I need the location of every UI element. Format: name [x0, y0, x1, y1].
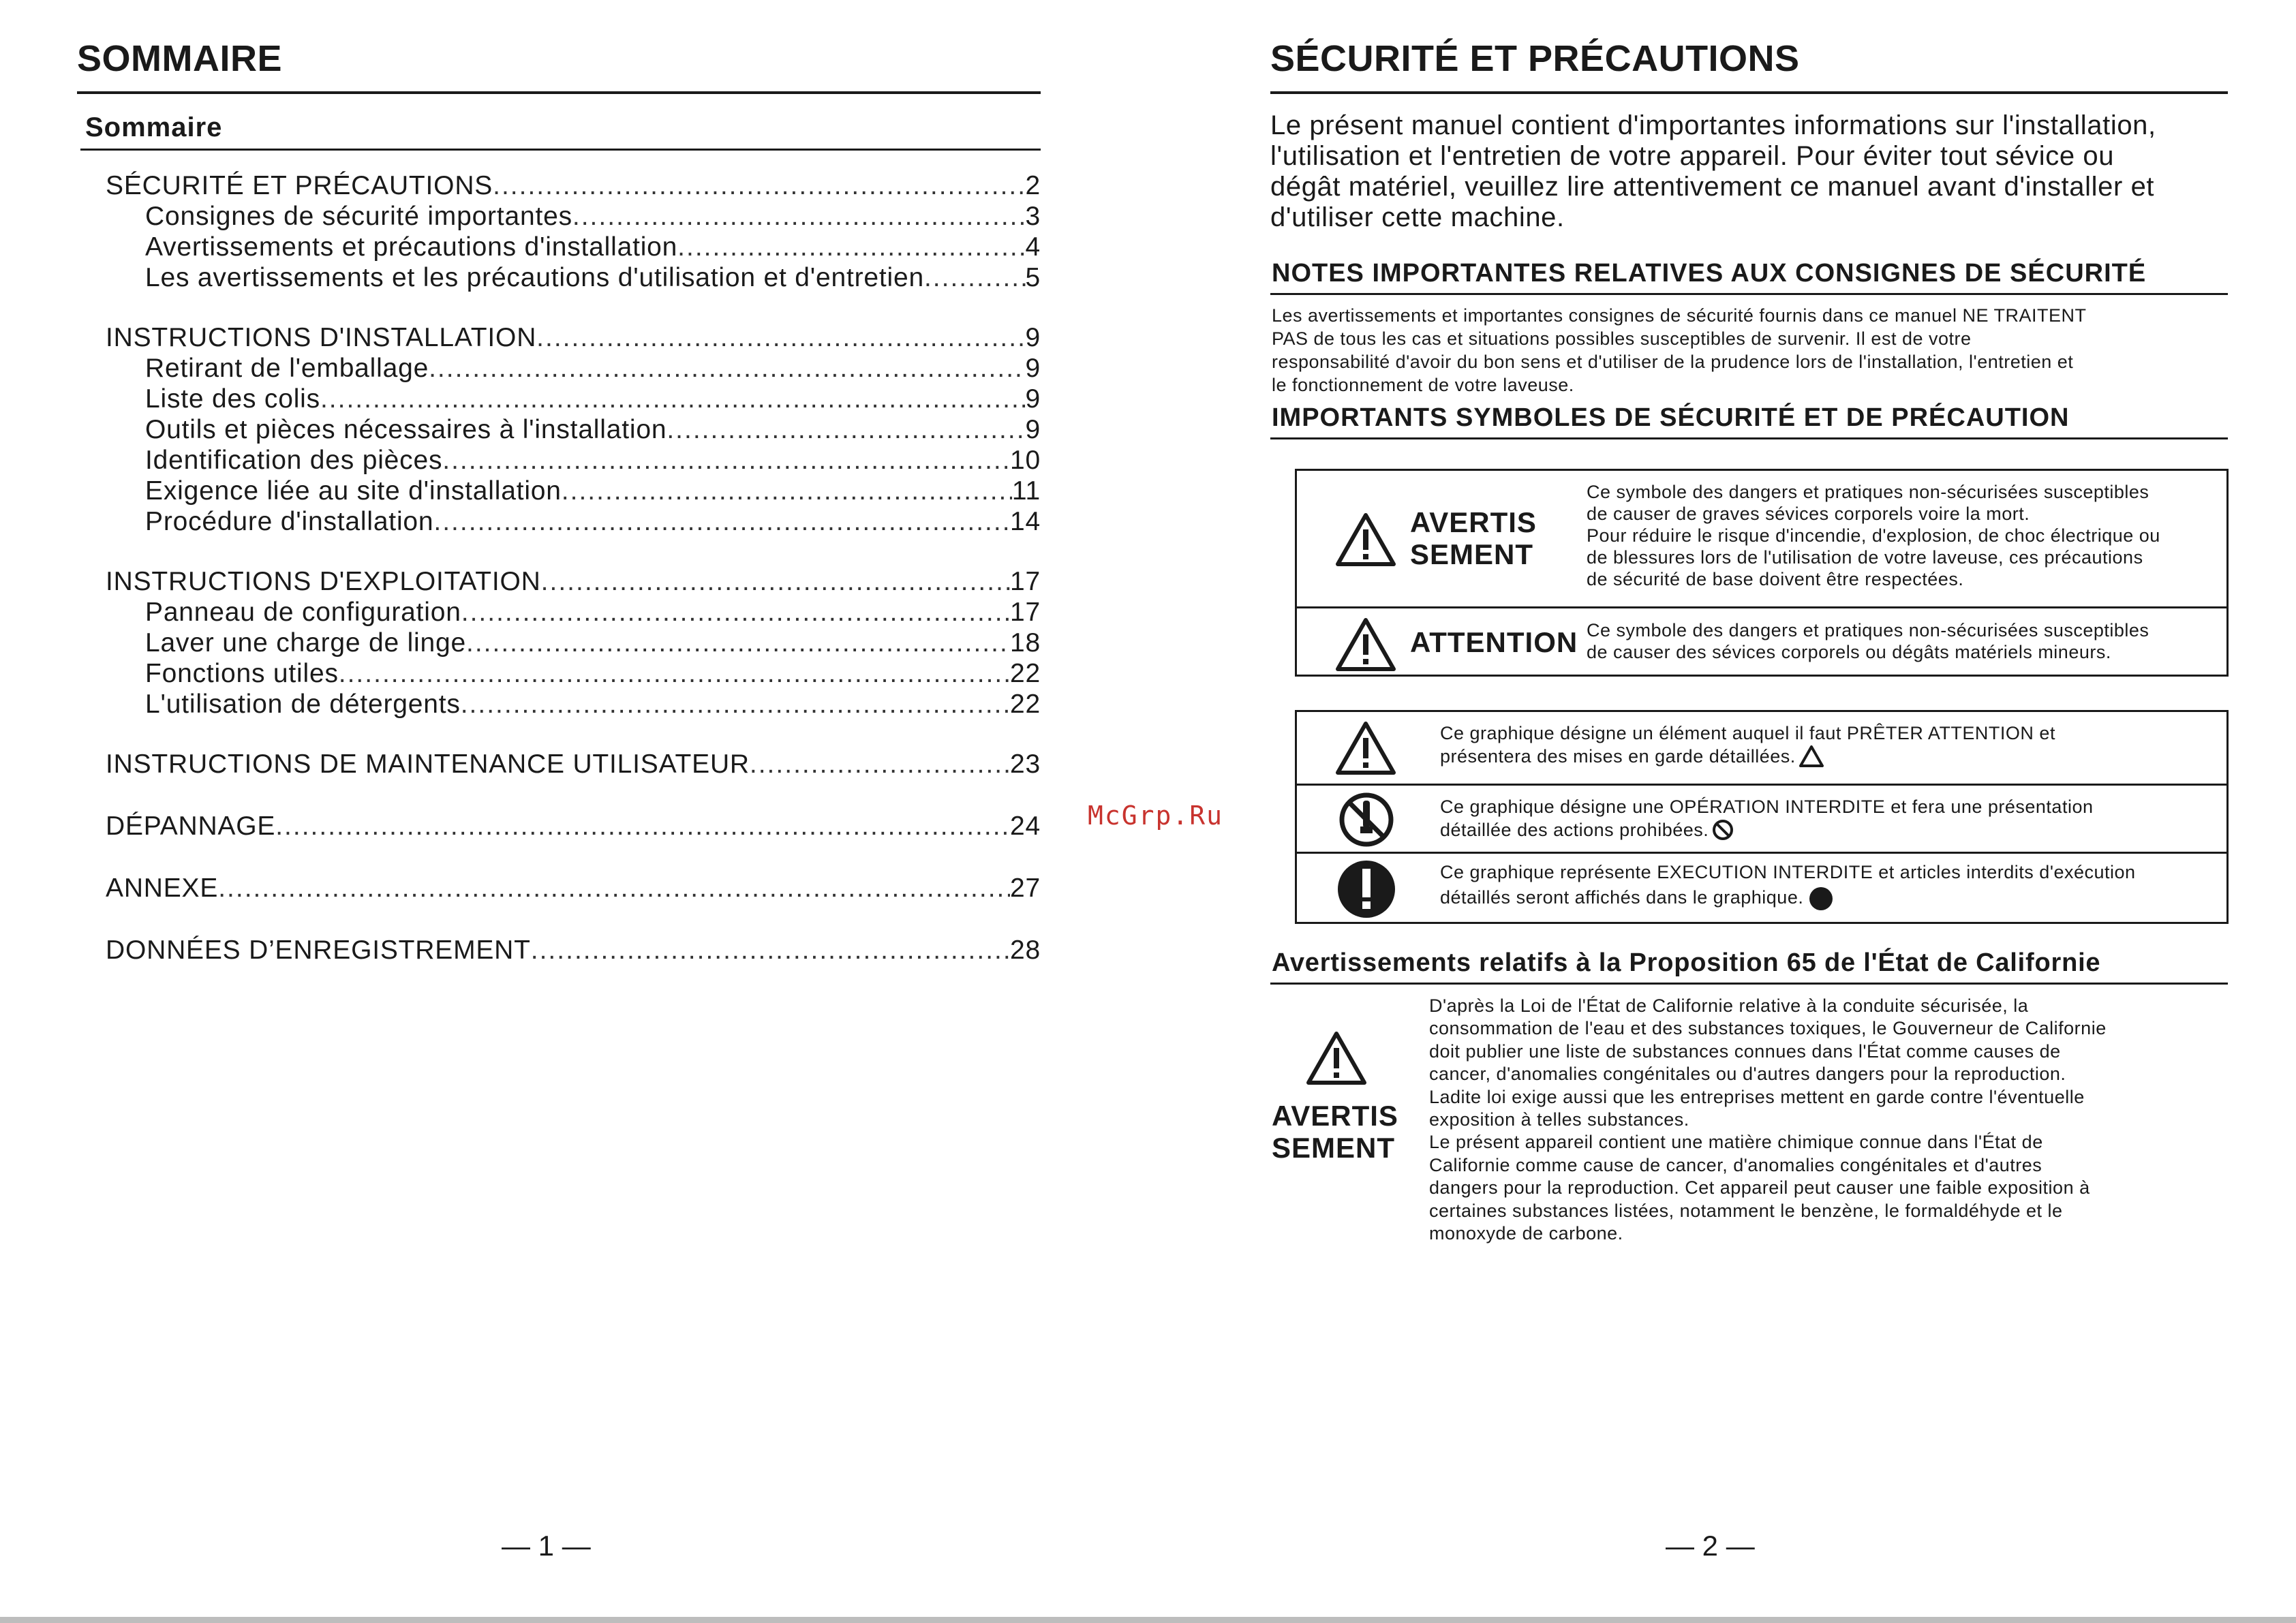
toc-label: Outils et pièces nécessaires à l'installation — [145, 415, 667, 444]
signal-description — [1587, 619, 2149, 663]
graphic-description — [1440, 722, 2055, 768]
notes-line: le fonctionnement de votre laveuse. — [1272, 375, 1574, 395]
notes-heading: NOTES IMPORTANTES RELATIVES AUX CONSIGNES DE SÉCURITÉ — [1272, 259, 2147, 288]
toc-entry[interactable] — [106, 414, 1041, 445]
toc-leader — [466, 628, 1010, 658]
toc-leader — [667, 415, 1025, 445]
signal-line: de blessures lors de l'utilisation de votre laveuse, ces précautions — [1587, 547, 2143, 568]
page-title: SÉCURITÉ ET PRÉCAUTIONS — [1270, 38, 1800, 79]
prop65-line: doit publier une liste de substances connues dans l'État comme causes de — [1429, 1040, 2061, 1062]
title-rule — [77, 91, 1041, 94]
section-rule — [80, 149, 1041, 151]
signal-line: de causer des sévices corporels ou dégâts matériels mineurs. — [1587, 642, 2111, 662]
toc-entry[interactable] — [106, 628, 1041, 658]
graphic-line: Ce graphique désigne une OPÉRATION INTERDITE et fera une présentation — [1440, 797, 2094, 817]
toc-page: 9 — [1025, 323, 1041, 352]
graphic-description — [1440, 861, 2136, 911]
prop65-line: dangers pour la reproduction. Cet appareil peut causer une faible exposition à — [1429, 1177, 2090, 1199]
toc-entry[interactable] — [106, 749, 1041, 779]
toc-page: 2 — [1025, 171, 1041, 200]
toc-entry[interactable] — [106, 232, 1041, 262]
prop65-line: Le présent appareil contient une matière chimique connue dans l'État de — [1429, 1132, 2043, 1153]
toc-leader — [572, 202, 1026, 232]
toc-leader — [562, 476, 1012, 506]
toc-page: 9 — [1025, 415, 1041, 444]
prop65-text — [1429, 995, 2107, 1245]
symbols-rule — [1270, 437, 2228, 439]
toc-leader — [493, 171, 1025, 201]
prohibited-icon — [1338, 791, 1395, 848]
toc-label: Liste des colis — [145, 384, 320, 414]
signal-line: Ce symbole des dangers et pratiques non-sécurisées susceptibles — [1587, 482, 2149, 502]
toc-page: 5 — [1025, 263, 1041, 292]
graphic-line: détaillés seront affichés dans le graphique. — [1440, 887, 1804, 908]
signal-line: de sécurité de base doivent être respectées. — [1587, 569, 1964, 589]
signal-word-line: AVERTIS — [1410, 506, 1537, 538]
toc-leader — [429, 354, 1025, 384]
page-number: — 1 — — [502, 1530, 591, 1562]
toc-label: Identification des pièces — [145, 446, 443, 475]
toc-leader — [461, 598, 1010, 628]
toc-entry[interactable] — [106, 201, 1041, 232]
toc-page: 11 — [1011, 476, 1041, 506]
prop65-heading: Avertissements relatifs à la Proposition 65 de l'État de Californie — [1272, 948, 2101, 977]
graphic-line: détaillée des actions prohibées. — [1440, 820, 1709, 840]
graphic-description — [1440, 795, 2093, 841]
warning-triangle-icon — [1335, 720, 1396, 776]
toc-label: Avertissements et précautions d'installation — [145, 232, 678, 262]
prop65-line: monoxyde de carbone. — [1429, 1223, 1623, 1244]
toc-entry[interactable] — [106, 566, 1041, 597]
signal-word-avertissement — [1410, 506, 1537, 570]
warning-triangle-icon — [1335, 512, 1396, 568]
toc-label: Panneau de configuration — [145, 598, 461, 627]
prop65-line: Ladite loi exige aussi que les entreprises mettent en garde contre l'éventuelle — [1429, 1086, 2085, 1107]
warning-triangle-icon — [1306, 1030, 1367, 1086]
signal-word-line: SEMENT — [1410, 538, 1534, 570]
toc-leader — [531, 936, 1010, 965]
page-number: — 2 — — [1666, 1530, 1755, 1562]
toc-label: Procédure d'installation — [145, 507, 434, 536]
notes-line: responsabilité d'avoir du bon sens et d'utiliser de la prudence lors de l'installation, l'entretien et — [1272, 352, 2074, 372]
toc-label: Retirant de l'emballage — [145, 354, 429, 383]
toc-entry[interactable] — [106, 384, 1041, 414]
toc-label: Laver une charge de linge — [145, 628, 466, 658]
toc-entry[interactable] — [106, 262, 1041, 293]
toc-entry[interactable] — [106, 597, 1041, 628]
toc-entry[interactable] — [106, 476, 1041, 506]
toc-label: INSTRUCTIONS D'EXPLOITATION — [106, 567, 541, 596]
toc-label: Fonctions utiles — [145, 659, 339, 688]
signal-line: de causer de graves sévices corporels voire la mort. — [1587, 504, 2030, 524]
toc-page: 9 — [1025, 354, 1041, 383]
toc-entry[interactable] — [106, 935, 1041, 965]
toc-label: SÉCURITÉ ET PRÉCAUTIONS — [106, 171, 493, 200]
toc-leader — [541, 567, 1010, 597]
toc-leader — [433, 507, 1010, 537]
toc-page: 9 — [1025, 384, 1041, 414]
small-triangle-icon — [1798, 745, 1824, 768]
signal-description — [1587, 481, 2160, 590]
toc-page: 27 — [1010, 874, 1041, 903]
notes-rule — [1270, 293, 2228, 295]
toc-page: 24 — [1010, 812, 1041, 841]
toc-entry[interactable] — [106, 658, 1041, 689]
page-title: SOMMAIRE — [77, 38, 282, 79]
toc-label: INSTRUCTIONS DE MAINTENANCE UTILISATEUR — [106, 749, 750, 779]
signal-word-line: AVERTIS — [1272, 1100, 1398, 1132]
prop65-line: exposition à telles substances. — [1429, 1109, 1689, 1130]
mandatory-exclamation-icon — [1336, 859, 1396, 919]
signal-row-attention — [1297, 608, 2226, 677]
table-of-contents — [106, 170, 1041, 965]
small-prohibited-icon — [1711, 818, 1734, 841]
toc-leader — [677, 232, 1025, 262]
signal-word-line: SEMENT — [1272, 1132, 1396, 1164]
graphic-line: Ce graphique représente EXECUTION INTERDITE et articles interdits d'exécution — [1440, 862, 2136, 882]
toc-page: 22 — [1010, 690, 1041, 719]
signal-line: Ce symbole des dangers et pratiques non-sécurisées susceptibles — [1587, 620, 2149, 640]
signal-row-warning — [1297, 471, 2226, 608]
toc-entry[interactable] — [106, 322, 1041, 353]
prop65-line: cancer, d'anomalies congénitales ou d'autres dangers pour la reproduction. — [1429, 1064, 2066, 1085]
toc-page: 18 — [1010, 628, 1041, 658]
toc-entry[interactable] — [106, 353, 1041, 384]
toc-label: INSTRUCTIONS D'INSTALLATION — [106, 323, 537, 352]
toc-label: DONNÉES D’ENREGISTREMENT — [106, 936, 531, 965]
toc-label: DÉPANNAGE — [106, 812, 276, 841]
title-rule — [1270, 91, 2228, 94]
prop65-line: certaines substances listées, notamment le benzène, le formaldéhyde et le — [1429, 1200, 2063, 1221]
notes-text — [1272, 304, 2087, 397]
graphic-symbols-table — [1295, 710, 2229, 924]
notes-line: PAS de tous les cas et situations possibles susceptibles de survenir. Il est de votre — [1272, 328, 1972, 349]
graphic-line: Ce graphique désigne un élément auquel il faut PRÊTER ATTENTION et — [1440, 723, 2055, 743]
toc-leader — [536, 323, 1025, 353]
signal-word-table — [1295, 469, 2229, 677]
toc-leader — [218, 874, 1010, 903]
toc-label: Les avertissements et les précautions d'utilisation et d'entretien — [145, 263, 924, 292]
toc-entry[interactable] — [106, 170, 1041, 201]
toc-label: Consignes de sécurité importantes — [145, 202, 572, 231]
toc-page: 4 — [1025, 232, 1041, 262]
toc-leader — [924, 263, 1026, 293]
small-filled-circle-icon — [1807, 884, 1835, 911]
toc-label: ANNEXE — [106, 874, 219, 903]
graphic-row-prohibited — [1297, 786, 2226, 854]
watermark: McGrp.Ru — [1088, 801, 1224, 831]
scan-bottom-edge — [0, 1617, 2296, 1623]
toc-leader — [750, 749, 1010, 779]
toc-leader — [442, 446, 1010, 476]
prop65-line: Californie comme cause de cancer, d'anomalies congénitales et d'autres — [1429, 1154, 2042, 1175]
toc-entry[interactable] — [106, 873, 1041, 903]
toc-page: 3 — [1025, 202, 1041, 231]
toc-page: 14 — [1010, 507, 1041, 536]
toc-label: Exigence liée au site d'installation — [145, 476, 562, 506]
prop65-rule — [1270, 983, 2228, 985]
intro-line: Le présent manuel contient d'importantes informations sur l'installation, — [1270, 110, 2156, 140]
toc-leader — [339, 659, 1010, 689]
toc-page: 10 — [1010, 446, 1041, 475]
signal-line: Pour réduire le risque d'incendie, d'explosion, de choc électrique ou — [1587, 525, 2160, 546]
graphic-row-mandatory — [1297, 854, 2226, 924]
toc-entry[interactable] — [106, 506, 1041, 537]
right-page — [1148, 0, 2296, 1623]
intro-paragraph — [1270, 110, 2231, 233]
symbols-heading: IMPORTANTS SYMBOLES DE SÉCURITÉ ET DE PRÉCAUTION — [1272, 403, 2070, 432]
warning-triangle-icon — [1335, 617, 1396, 673]
toc-entry[interactable] — [106, 811, 1041, 841]
toc-leader — [275, 812, 1010, 841]
notes-line: Les avertissements et importantes consignes de sécurité fournis dans ce manuel NE TRAITENT — [1272, 305, 2087, 326]
toc-leader — [320, 384, 1026, 414]
section-heading: Sommaire — [85, 112, 223, 142]
toc-page: 22 — [1010, 659, 1041, 688]
intro-line: dégât matériel, veuillez lire attentivement ce manuel avant d'installer et — [1270, 172, 2155, 202]
toc-page: 17 — [1010, 598, 1041, 627]
intro-line: d'utiliser cette machine. — [1270, 202, 1565, 232]
graphic-line: présentera des mises en garde détaillées. — [1440, 746, 1796, 767]
toc-entry[interactable] — [106, 689, 1041, 720]
toc-leader — [461, 690, 1010, 720]
toc-page: 23 — [1010, 749, 1041, 779]
prop65-line: consommation de l'eau et des substances toxiques, le Gouverneur de Californie — [1429, 1018, 2107, 1039]
prop65-line: D'après la Loi de l'État de Californie relative à la conduite sécurisée, la — [1429, 995, 2029, 1016]
toc-entry[interactable] — [106, 445, 1041, 476]
toc-page: 28 — [1010, 936, 1041, 965]
toc-label: L'utilisation de détergents — [145, 690, 461, 719]
toc-page: 17 — [1010, 567, 1041, 596]
prop65-signal-word — [1272, 1100, 1398, 1164]
graphic-row-attention — [1297, 712, 2226, 786]
intro-line: l'utilisation et l'entretien de votre appareil. Pour éviter tout sévice ou — [1270, 141, 2115, 171]
signal-word-attention: ATTENTION — [1410, 626, 1578, 658]
